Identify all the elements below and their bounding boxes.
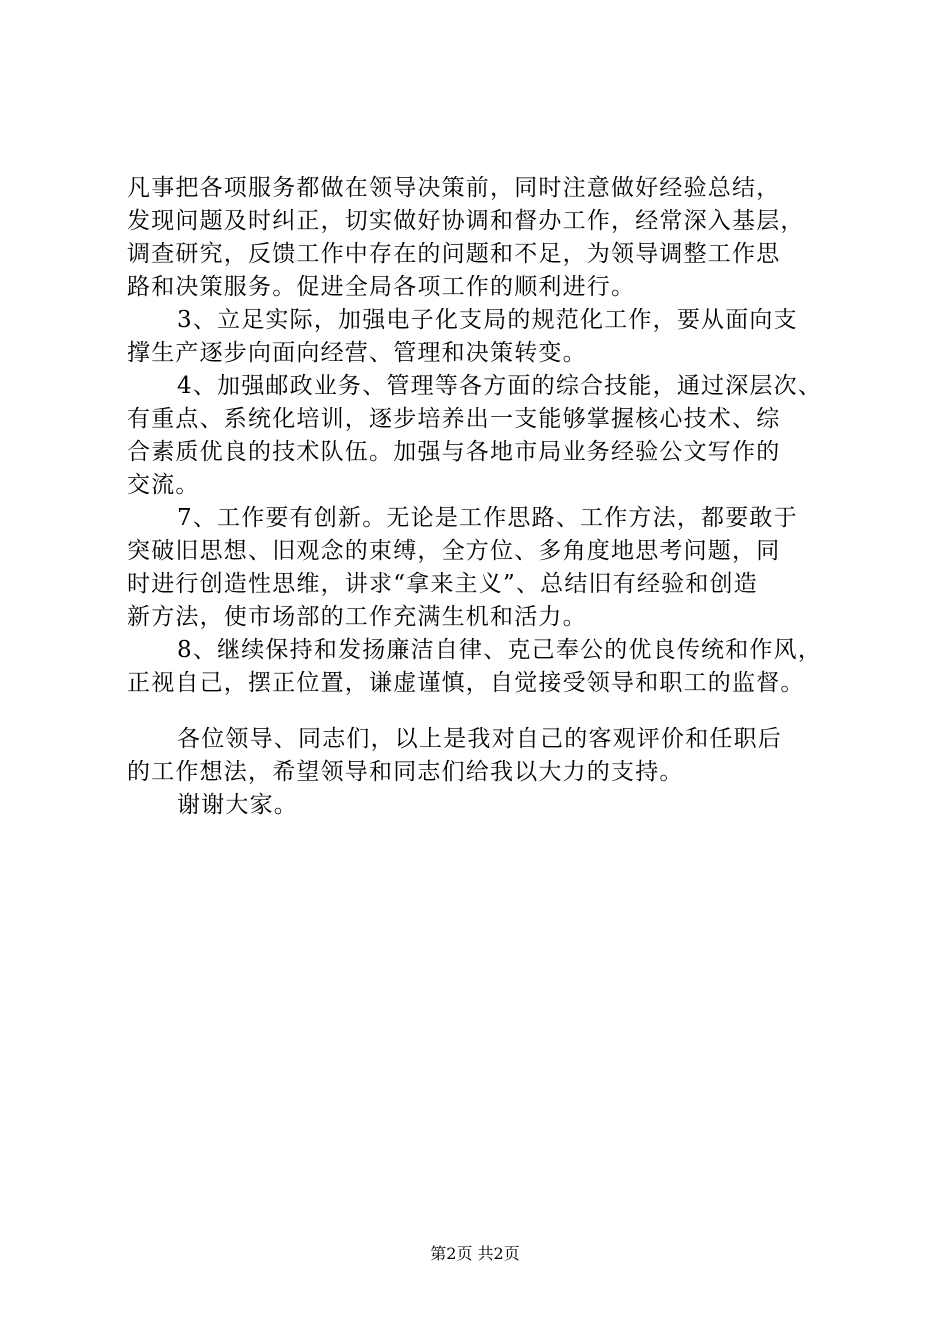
text-line: 撑生产逐步向面向经营、管理和决策转变。: [127, 340, 587, 366]
closing-line: 谢谢大家。: [177, 792, 298, 818]
text-line: 突破旧思想、旧观念的束缚，全方位、多角度地思考问题，同: [127, 538, 781, 564]
text-line: 时进行创造性思维，讲求“拿来主义”、总结旧有经验和创造: [127, 571, 758, 597]
text-line: 路和决策服务。促进全局各项工作的顺利进行。: [127, 274, 636, 300]
paragraph-start-line: 8、继续保持和发扬廉洁自律、克己奉公的优良传统和作风，: [177, 637, 823, 663]
text-line: 正视自己，摆正位置，谦虚谨慎，自觉接受领导和职工的监督。: [127, 670, 805, 696]
text-line: 新方法，使市场部的工作充满生机和活力。: [127, 604, 587, 630]
text-line: 调查研究，反馈工作中存在的问题和不足，为领导调整工作思: [127, 241, 781, 267]
paragraph-start-line: 7、工作要有创新。无论是工作思路、工作方法，都要敢于: [177, 505, 798, 531]
text-line: 发现问题及时纠正，切实做好协调和督办工作，经常深入基层，: [127, 208, 805, 234]
text-line: 合素质优良的技术队伍。加强与各地市局业务经验公文写作的: [127, 439, 781, 465]
page-number-footer: 第2页 共2页: [430, 1244, 520, 1263]
text-line: 凡事把各项服务都做在领导决策前，同时注意做好经验总结，: [127, 175, 781, 201]
paragraph-start-line: 4、加强邮政业务、管理等各方面的综合技能，通过深层次、: [177, 373, 823, 399]
paragraph-start-line: 3、立足实际，加强电子化支局的规范化工作，要从面向支: [177, 307, 798, 333]
paragraph-start-line: 各位领导、同志们，以上是我对自己的客观评价和任职后: [177, 726, 782, 752]
text-line: 有重点、系统化培训，逐步培养出一支能够掌握核心技术、综: [127, 406, 781, 432]
text-line: 的工作想法，希望领导和同志们给我以大力的支持。: [127, 759, 684, 785]
text-line: 交流。: [127, 472, 200, 498]
